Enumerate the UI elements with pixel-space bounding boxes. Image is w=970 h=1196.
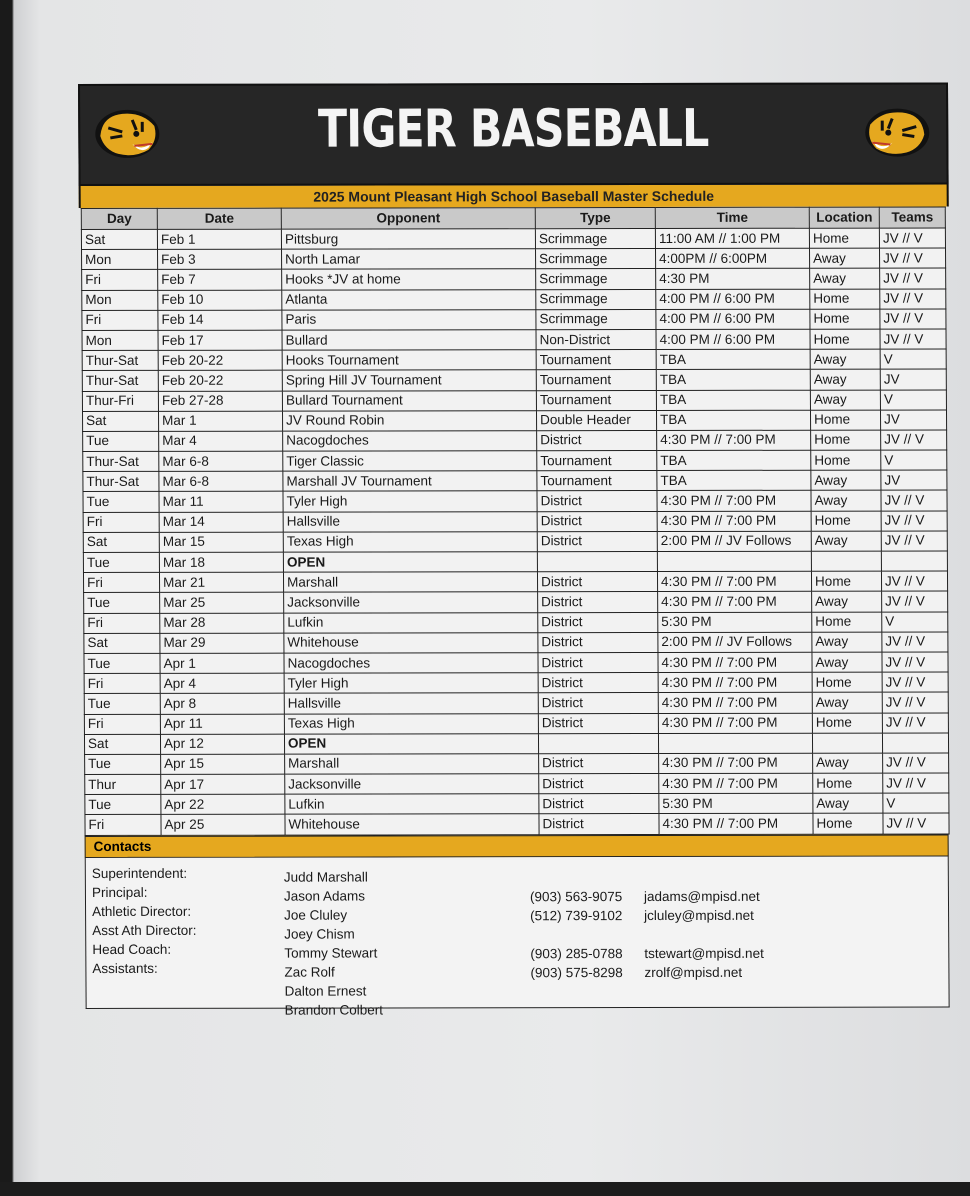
cell-date: Feb 7	[158, 270, 282, 290]
cell-day: Tue	[84, 593, 160, 613]
contact-name: Judd Marshall	[283, 869, 368, 885]
cell-type: District	[537, 491, 657, 511]
cell-date: Feb 17	[158, 330, 282, 350]
cell-time: 4:30 PM // 7:00 PM	[657, 511, 811, 531]
column-header-date: Date	[157, 208, 281, 229]
cell-location: Home	[812, 612, 882, 632]
table-row	[84, 591, 948, 613]
cell-location: Away	[812, 591, 882, 611]
cell-day: Thur-Sat	[83, 451, 159, 471]
cell-location: Home	[811, 450, 881, 470]
cell-type: Scrimmage	[536, 289, 656, 309]
table-row	[83, 551, 947, 573]
cell-teams: JV // V	[883, 753, 949, 773]
column-header-location: Location	[809, 207, 879, 228]
cell-time: 4:30 PM // 7:00 PM	[659, 814, 813, 834]
cell-opponent: Nacogdoches	[284, 653, 538, 674]
cell-teams: JV // V	[882, 591, 948, 611]
cell-time: 2:00 PM // JV Follows	[658, 632, 812, 652]
contact-email[interactable]: zrolf@mpisd.net	[644, 964, 743, 980]
cell-type: District	[538, 612, 658, 632]
cell-type: District	[538, 592, 658, 612]
cell-teams: JV // V	[881, 490, 947, 510]
cell-time: 4:00PM // 6:00PM	[656, 248, 810, 268]
cell-day: Sat	[81, 229, 157, 249]
contact-spacer	[530, 925, 622, 944]
cell-day: Tue	[84, 653, 160, 673]
cell-type: District	[537, 531, 657, 551]
cell-teams: JV // V	[881, 571, 947, 591]
tiger-head-icon	[92, 106, 162, 162]
cell-opponent: Bullard	[282, 330, 536, 351]
cell-type: Tournament	[536, 390, 656, 410]
cell-date: Mar 1	[158, 411, 282, 431]
cell-opponent: Whitehouse	[284, 632, 538, 653]
cell-type: Tournament	[536, 370, 656, 390]
table-row	[84, 652, 948, 674]
cell-opponent: Marshall	[285, 754, 539, 775]
cell-time: 5:30 PM	[659, 793, 813, 813]
cell-location: Home	[810, 289, 880, 309]
contact-name: Jason Adams	[283, 888, 366, 904]
contact-phones	[530, 887, 623, 982]
table-row	[83, 531, 947, 553]
cell-day: Fri	[85, 815, 161, 835]
cell-teams: JV // V	[879, 248, 945, 268]
cell-type: Tournament	[537, 451, 657, 471]
cell-day: Tue	[83, 492, 159, 512]
table-row	[82, 268, 946, 290]
cell-teams	[881, 551, 947, 571]
cell-day: Fri	[82, 270, 158, 290]
cell-date: Mar 18	[159, 552, 283, 572]
cell-location: Away	[810, 268, 880, 288]
cell-day: Tue	[84, 694, 160, 714]
cell-location: Home	[810, 410, 880, 430]
cell-opponent: Nacogdoches	[283, 431, 537, 452]
table-row	[83, 571, 947, 593]
cell-teams: JV // V	[880, 309, 946, 329]
table-row	[85, 753, 949, 775]
cell-location: Home	[809, 228, 879, 248]
contact-email[interactable]: tstewart@mpisd.net	[644, 945, 764, 961]
contact-emails	[644, 886, 764, 981]
cell-teams: JV // V	[882, 712, 948, 732]
cell-location	[811, 551, 881, 571]
cell-date: Feb 10	[158, 290, 282, 310]
cell-opponent: Marshall JV Tournament	[283, 471, 537, 492]
cell-date: Feb 27-28	[158, 391, 282, 411]
contact-role: Assistants:	[92, 960, 158, 976]
cell-opponent: Hooks *JV at home	[282, 269, 536, 290]
contact-names	[284, 867, 383, 1019]
cell-teams: JV // V	[879, 228, 945, 248]
table-row	[83, 450, 947, 472]
cell-location: Home	[810, 309, 880, 329]
cell-opponent: Hallsville	[284, 693, 538, 714]
cell-location: Away	[811, 491, 881, 511]
cell-location: Away	[812, 692, 882, 712]
cell-day: Mon	[82, 330, 158, 350]
cell-date: Mar 6-8	[159, 451, 283, 471]
cell-type: District	[538, 693, 658, 713]
cell-day: Sat	[84, 633, 160, 653]
cell-day: Sat	[82, 411, 158, 431]
cell-opponent: Jacksonville	[284, 592, 538, 613]
contact-phone: (903) 563-9075	[529, 888, 623, 904]
cell-time: 4:00 PM // 6:00 PM	[656, 289, 810, 309]
cell-day: Tue	[85, 795, 161, 815]
table-row	[84, 692, 948, 714]
cell-location: Home	[812, 672, 882, 692]
cell-date: Mar 11	[159, 492, 283, 512]
cell-day: Thur-Fri	[82, 391, 158, 411]
cell-teams: JV // V	[880, 289, 946, 309]
cell-date: Apr 11	[160, 714, 284, 734]
cell-teams: V	[880, 389, 946, 409]
cell-date: Feb 3	[158, 249, 282, 269]
cell-opponent: Tiger Classic	[283, 451, 537, 472]
cell-location: Home	[811, 571, 881, 591]
cell-opponent: Hooks Tournament	[282, 350, 536, 371]
cell-opponent: Marshall	[283, 572, 537, 593]
cell-type: District	[539, 814, 659, 834]
cell-date: Apr 22	[161, 794, 285, 814]
cell-opponent: Lufkin	[284, 612, 538, 633]
table-row	[83, 490, 947, 512]
cell-teams: JV	[880, 369, 946, 389]
cell-date: Feb 14	[158, 310, 282, 330]
table-header-row	[81, 207, 945, 230]
cell-date: Mar 14	[159, 512, 283, 532]
cell-opponent: Whitehouse	[285, 814, 539, 835]
cell-type: Scrimmage	[536, 249, 656, 269]
contact-name: Zac Rolf	[284, 964, 335, 980]
cell-time: 4:30 PM // 7:00 PM	[658, 652, 812, 672]
cell-location: Home	[810, 329, 880, 349]
cell-date: Mar 25	[160, 593, 284, 613]
cell-location: Away	[810, 390, 880, 410]
cell-opponent: Hallsville	[283, 511, 537, 532]
contact-phone: (903) 575-8298	[530, 964, 623, 980]
cell-opponent: Texas High	[284, 713, 538, 734]
cell-day: Tue	[85, 754, 161, 774]
cell-type: Scrimmage	[536, 269, 656, 289]
cell-type	[537, 551, 657, 571]
cell-date: Mar 15	[159, 532, 283, 552]
cell-location: Away	[812, 652, 882, 672]
cell-day: Thur-Sat	[82, 350, 158, 370]
cell-day: Thur-Sat	[82, 371, 158, 391]
cell-type: District	[538, 632, 658, 652]
table-row	[82, 329, 946, 351]
cell-time: 4:30 PM // 7:00 PM	[659, 753, 813, 773]
column-header-teams: Teams	[879, 207, 945, 228]
cell-date: Feb 20-22	[158, 350, 282, 370]
contact-role: Principal:	[91, 884, 148, 900]
cell-date: Mar 21	[159, 572, 283, 592]
contact-role: Asst Ath Director:	[92, 922, 197, 938]
cell-time: 4:30 PM	[656, 269, 810, 289]
column-header-day: Day	[81, 208, 157, 229]
cell-opponent: Paris	[282, 309, 536, 330]
cell-time: 4:00 PM // 6:00 PM	[656, 329, 810, 349]
cell-type: District	[537, 511, 657, 531]
cell-time: TBA	[656, 390, 810, 410]
cell-location: Away	[811, 470, 881, 490]
cell-opponent: Texas High	[283, 532, 537, 553]
cell-opponent: Tyler High	[284, 673, 538, 694]
table-row	[84, 733, 948, 755]
cell-day: Mon	[82, 290, 158, 310]
cell-time	[658, 733, 812, 753]
cell-time: TBA	[657, 470, 811, 490]
table-row	[82, 309, 946, 331]
contact-role: Head Coach:	[92, 941, 172, 957]
table-row	[84, 712, 948, 734]
cell-date: Feb 20-22	[158, 370, 282, 390]
cell-time: 4:30 PM // 7:00 PM	[658, 592, 812, 612]
table-row	[82, 369, 946, 391]
cell-teams: V	[883, 793, 949, 813]
table-row	[85, 793, 949, 815]
table-row	[82, 248, 946, 270]
cell-day: Fri	[82, 310, 158, 330]
contact-name: Dalton Ernest	[284, 983, 367, 999]
contact-spacer	[644, 924, 764, 943]
cell-time	[657, 551, 811, 571]
cell-opponent: Jacksonville	[285, 774, 539, 795]
contact-name: Joe Cluley	[284, 907, 348, 923]
cell-teams: JV // V	[882, 672, 948, 692]
cell-opponent: Lufkin	[285, 794, 539, 815]
contacts-section	[85, 856, 950, 1018]
table-row	[81, 228, 945, 250]
cell-location: Away	[812, 632, 882, 652]
cell-time: 4:30 PM // 7:00 PM	[657, 491, 811, 511]
cell-teams: JV // V	[883, 813, 949, 833]
table-row	[84, 672, 948, 694]
table-row	[85, 773, 949, 795]
schedule-body	[81, 228, 949, 835]
schedule-subtitle: 2025 Mount Pleasant High School Baseball Master Schedule	[79, 184, 949, 208]
monitor-bezel	[0, 1182, 970, 1196]
cell-opponent: OPEN	[283, 552, 537, 573]
cell-day: Tue	[83, 431, 159, 451]
cell-type: District	[539, 753, 659, 773]
contacts-heading: Contacts	[85, 834, 949, 858]
cell-time: 4:30 PM // 7:00 PM	[658, 672, 812, 692]
cell-type: Non-District	[536, 329, 656, 349]
table-row	[85, 813, 949, 835]
contact-phone: (903) 285-0788	[530, 945, 623, 961]
cell-type: District	[539, 794, 659, 814]
cell-date: Mar 4	[159, 431, 283, 451]
cell-time: 4:30 PM // 7:00 PM	[659, 773, 813, 793]
cell-day: Sat	[83, 532, 159, 552]
table-row	[82, 410, 946, 432]
title-banner	[78, 82, 949, 186]
cell-teams: JV // V	[882, 692, 948, 712]
contact-email[interactable]: jcluley@mpisd.net	[644, 907, 754, 923]
table-row	[84, 632, 948, 654]
cell-day: Fri	[84, 613, 160, 633]
table-row	[84, 612, 948, 634]
cell-time: 4:30 PM // 7:00 PM	[658, 693, 812, 713]
cell-time: 11:00 AM // 1:00 PM	[655, 228, 809, 248]
cell-location: Away	[811, 531, 881, 551]
cell-teams: JV // V	[881, 531, 947, 551]
cell-location: Away	[809, 248, 879, 268]
contact-role: Superintendent:	[91, 865, 188, 881]
column-header-opponent: Opponent	[281, 208, 535, 229]
cell-opponent: Atlanta	[282, 289, 536, 310]
contact-phone: (512) 739-9102	[530, 907, 623, 923]
cell-date: Mar 6-8	[159, 471, 283, 491]
column-header-type: Type	[535, 207, 655, 228]
cell-date: Apr 4	[160, 673, 284, 693]
cell-opponent: Pittsburg	[281, 229, 535, 250]
contact-name: Joey Chism	[284, 926, 355, 942]
cell-location: Away	[813, 753, 883, 773]
cell-time: 4:30 PM // 7:00 PM	[658, 713, 812, 733]
cell-teams: JV // V	[881, 511, 947, 531]
cell-date: Mar 29	[160, 633, 284, 653]
cell-date: Apr 12	[160, 734, 284, 754]
cell-location: Home	[813, 773, 883, 793]
cell-day: Sat	[84, 734, 160, 754]
cell-location: Home	[813, 814, 883, 834]
cell-date: Apr 8	[160, 693, 284, 713]
cell-location: Home	[812, 713, 882, 733]
cell-date: Feb 1	[157, 229, 281, 249]
table-row	[83, 511, 947, 533]
cell-day: Fri	[83, 573, 159, 593]
cell-day: Fri	[83, 512, 159, 532]
cell-time: 4:30 PM // 7:00 PM	[657, 430, 811, 450]
page-title: TIGER BASEBALL	[317, 98, 709, 160]
cell-opponent: Tyler High	[283, 491, 537, 512]
contact-name: Tommy Stewart	[284, 945, 378, 961]
cell-day: Mon	[82, 250, 158, 270]
cell-teams: JV // V	[880, 268, 946, 288]
cell-time: TBA	[657, 450, 811, 470]
cell-opponent: Bullard Tournament	[282, 390, 536, 411]
cell-location: Away	[810, 349, 880, 369]
tiger-head-icon	[862, 105, 932, 161]
cell-type: Scrimmage	[535, 228, 655, 248]
cell-opponent: OPEN	[284, 733, 538, 754]
table-row	[82, 389, 946, 411]
cell-type: Tournament	[537, 471, 657, 491]
cell-location: Away	[810, 369, 880, 389]
schedule-sheet	[78, 82, 954, 1034]
cell-type: Scrimmage	[536, 309, 656, 329]
cell-time: TBA	[656, 410, 810, 430]
cell-type: District	[538, 652, 658, 672]
contact-roles	[92, 863, 197, 977]
cell-time: 5:30 PM	[658, 612, 812, 632]
cell-type: District	[537, 572, 657, 592]
cell-teams: JV // V	[882, 632, 948, 652]
cell-location	[812, 733, 882, 753]
column-header-time: Time	[655, 207, 809, 228]
cell-teams: V	[882, 612, 948, 632]
contact-role: Athletic Director:	[92, 903, 192, 919]
table-row	[83, 430, 947, 452]
cell-type: Double Header	[536, 410, 656, 430]
cell-date: Apr 25	[161, 815, 285, 835]
cell-time: TBA	[656, 349, 810, 369]
cell-day: Thur	[85, 774, 161, 794]
cell-type	[538, 733, 658, 753]
cell-opponent: JV Round Robin	[282, 410, 536, 431]
cell-day: Tue	[83, 552, 159, 572]
cell-location: Home	[811, 511, 881, 531]
cell-date: Apr 1	[160, 653, 284, 673]
cell-day: Fri	[84, 714, 160, 734]
cell-date: Apr 15	[161, 754, 285, 774]
cell-opponent: Spring Hill JV Tournament	[282, 370, 536, 391]
contact-name: Brandon Colbert	[284, 1002, 384, 1018]
cell-day: Thur-Sat	[83, 472, 159, 492]
cell-teams: JV	[881, 470, 947, 490]
table-row	[82, 289, 946, 311]
cell-type: District	[539, 774, 659, 794]
cell-type: District	[538, 713, 658, 733]
cell-time: TBA	[656, 370, 810, 390]
cell-teams: V	[881, 450, 947, 470]
cell-day: Fri	[84, 673, 160, 693]
cell-date: Mar 28	[160, 613, 284, 633]
cell-time: 4:30 PM // 7:00 PM	[657, 571, 811, 591]
cell-date: Apr 17	[161, 774, 285, 794]
cell-teams: JV // V	[880, 329, 946, 349]
contact-email[interactable]: jadams@mpisd.net	[643, 888, 760, 904]
table-row	[82, 349, 946, 371]
table-row	[83, 470, 947, 492]
cell-time: 2:00 PM // JV Follows	[657, 531, 811, 551]
cell-type: Tournament	[536, 350, 656, 370]
cell-teams: JV // V	[881, 430, 947, 450]
schedule-table	[81, 206, 950, 835]
cell-type: District	[538, 673, 658, 693]
cell-teams	[882, 733, 948, 753]
cell-teams: JV	[880, 410, 946, 430]
cell-teams: V	[880, 349, 946, 369]
cell-time: 4:00 PM // 6:00 PM	[656, 309, 810, 329]
cell-location: Away	[813, 793, 883, 813]
cell-teams: JV // V	[883, 773, 949, 793]
cell-location: Home	[811, 430, 881, 450]
cell-teams: JV // V	[882, 652, 948, 672]
cell-type: District	[537, 430, 657, 450]
cell-opponent: North Lamar	[282, 249, 536, 270]
